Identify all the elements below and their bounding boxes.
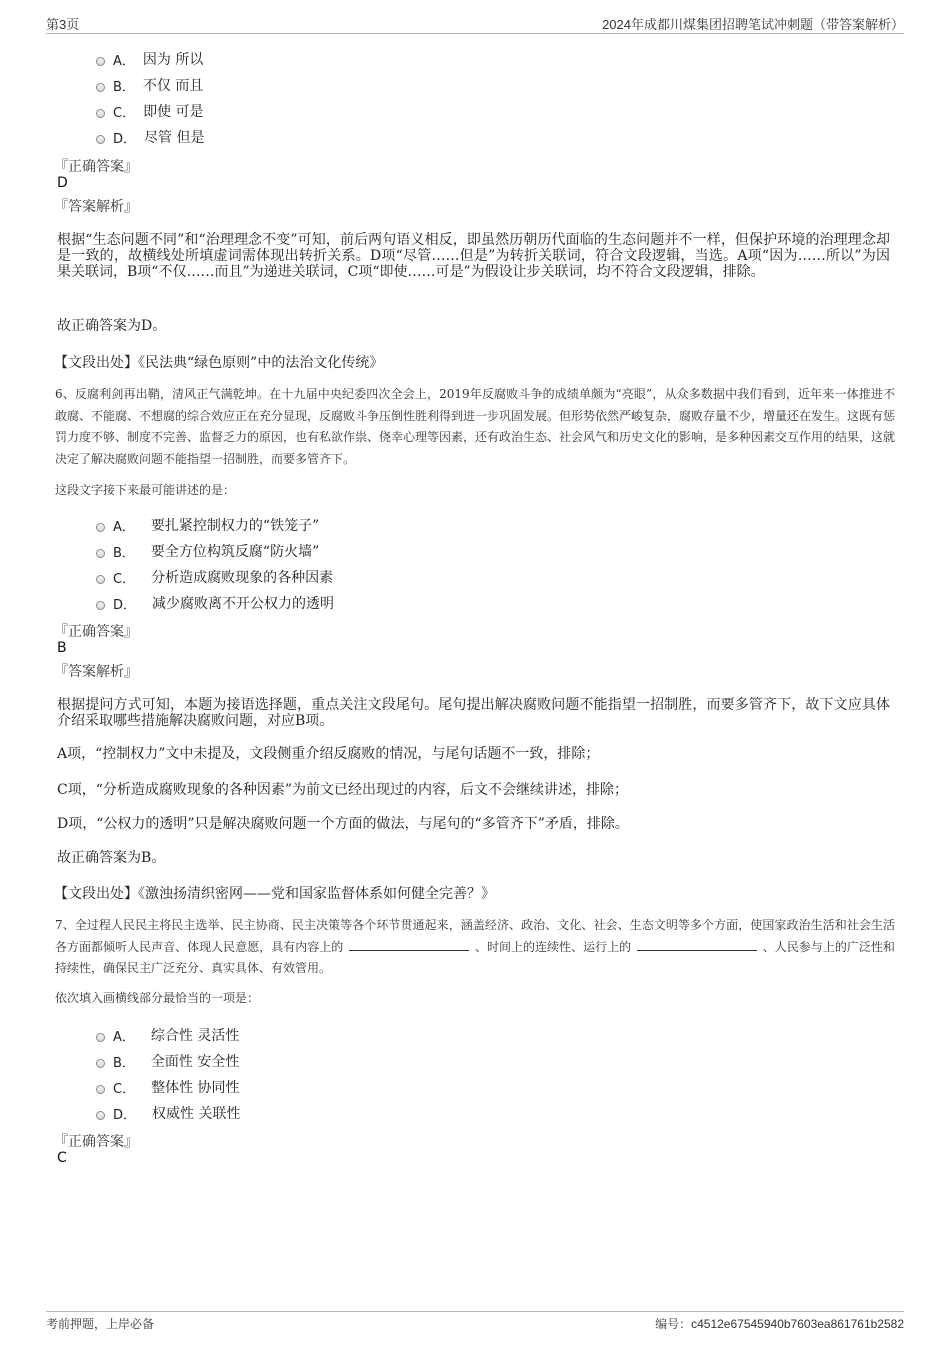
- q6-analysis-d: D项，“公权力的透明”只是解决腐败问题一个方面的做法，与尾句的“多管齐下”矛盾，排除。: [57, 816, 629, 832]
- radio-icon[interactable]: [96, 1033, 105, 1042]
- q7-prompt: 依次填入画横线部分最恰当的一项是：: [55, 991, 260, 1005]
- q5-analysis-label: 『答案解析』: [54, 199, 138, 215]
- page-footer: [46, 1311, 904, 1336]
- q6-option-b[interactable]: B． 要全方位构筑反腐“防火墙”: [96, 541, 319, 561]
- q7-option-c[interactable]: C． 整体性 协同性: [96, 1077, 240, 1097]
- q7-stem: 7、全过程人民民主将民主选举、民主协商、民主决策等各个环节贯通起来，涵盖经济、政治、文化、社会、生态文明等多个方面，使国家政治生活和社会生活各方面都倾听人民声音、体现人民意愿，具有内容上的 、时间上的连续性、运行上的 、人民参与上的广泛性和持续性，确保民主广泛充分、真实具体、有效管用。: [55, 918, 895, 975]
- radio-icon[interactable]: [96, 549, 105, 558]
- radio-icon[interactable]: [96, 1059, 105, 1068]
- q7-option-d[interactable]: D． 权威性 关联性: [96, 1103, 240, 1123]
- q5-option-b[interactable]: B． 不仅 而且: [96, 75, 203, 95]
- q6-stem: 6、反腐利剑再出鞘，清风正气满乾坤。在十九届中央纪委四次全会上，2019年反腐败斗争的成绩单颇为“亮眼”，从众多数据中我们看到，近年来一体推进不敢腐、不能腐、不想腐的综合效应正在充分显现，反腐败斗争压倒性胜利得到进一步巩固发展。但形势依然严峻复杂，腐败存量不少，增量还在发生。这既有惩罚力度不够、制度不完善、监督乏力的原因，也有私欲作祟、侥幸心理等因素，还有政治生态、社会风气和历史文化的影响，是多种因素交互作用的结果，这就决定了解决腐败问题不能指望一招制胜，而要多管齐下。: [55, 387, 896, 466]
- radio-icon[interactable]: [96, 1111, 105, 1120]
- q7-blank-2: [637, 938, 757, 951]
- page-number: 第3页: [46, 17, 80, 32]
- q5-source: 【文段出处】《民法典“绿色原则”中的法治文化传统》: [54, 355, 384, 371]
- q5-option-a[interactable]: A． 因为 所以: [96, 49, 203, 69]
- q6-conclusion: 故正确答案为B。: [57, 850, 166, 866]
- radio-icon[interactable]: [96, 57, 105, 66]
- q7-blank-1: [349, 938, 469, 951]
- q6-option-d[interactable]: D． 减少腐败离不开公权力的透明: [96, 593, 334, 613]
- q7-answer-label: 『正确答案』: [54, 1134, 138, 1150]
- footer-slogan: 考前押题，上岸必备: [46, 1317, 155, 1331]
- radio-icon[interactable]: [96, 109, 105, 118]
- q6-option-c[interactable]: C． 分析造成腐败现象的各种因素: [96, 567, 333, 587]
- footer-serial: 编号：c4512e67545940b7603ea861761b2582: [655, 1317, 904, 1331]
- q6-analysis-text: 根据提问方式可知，本题为接语选择题，重点关注文段尾句。尾句提出解决腐败问题不能指望一招制胜，而要多管齐下，故下文应具体介绍采取哪些措施解决腐败问题，对应B项。: [57, 697, 890, 729]
- q6-source: 【文段出处】《激浊扬清织密网——党和国家监督体系如何健全完善？》: [54, 886, 495, 902]
- q6-analysis-label: 『答案解析』: [54, 664, 138, 680]
- radio-icon[interactable]: [96, 601, 105, 610]
- q7-option-b[interactable]: B． 全面性 安全性: [96, 1051, 239, 1071]
- radio-icon[interactable]: [96, 83, 105, 92]
- q6-analysis-c: C项，“分析造成腐败现象的各种因素”为前文已经出现过的内容，后文不会继续讲述，排除；: [57, 782, 629, 798]
- q5-answer: D: [57, 175, 68, 191]
- radio-icon[interactable]: [96, 523, 105, 532]
- q5-option-d[interactable]: D． 尽管 但是: [96, 127, 204, 147]
- q7-option-a[interactable]: A． 综合性 灵活性: [96, 1025, 239, 1045]
- q7-answer: C: [57, 1150, 67, 1166]
- document-title: 2024年成都川煤集团招聘笔试冲刺题（带答案解析）: [602, 17, 904, 32]
- q6-answer: B: [57, 640, 67, 656]
- q5-conclusion: 故正确答案为D。: [57, 318, 167, 334]
- q5-analysis-text: 根据“生态问题不同”和“治理理念不变”可知，前后两句语义相反，即虽然历朝历代面临的生态问题并不一样，但保护环境的治理理念却是一致的，故横线处所填虚词需体现出转折关系。D项“尽管……但是”为转折关联词，符合文段逻辑，当选。A项“因为……所以”为因果关联词，B项“不仅……而且”为递进关联词，C项“即使……可是”为假设让步关联词，均不符合文段逻辑，排除。: [57, 232, 890, 280]
- page-header: [46, 14, 904, 34]
- q5-option-c[interactable]: C． 即使 可是: [96, 101, 204, 121]
- radio-icon[interactable]: [96, 1085, 105, 1094]
- q6-analysis-a: A项，“控制权力”文中未提及，文段侧重介绍反腐败的情况，与尾句话题不一致，排除；: [57, 746, 600, 762]
- q6-option-a[interactable]: A． 要扎紧控制权力的“铁笼子”: [96, 515, 319, 535]
- radio-icon[interactable]: [96, 135, 105, 144]
- q6-prompt: 这段文字接下来最可能讲述的是：: [55, 483, 236, 497]
- radio-icon[interactable]: [96, 575, 105, 584]
- q5-answer-label: 『正确答案』: [54, 159, 138, 175]
- q6-answer-label: 『正确答案』: [54, 624, 138, 640]
